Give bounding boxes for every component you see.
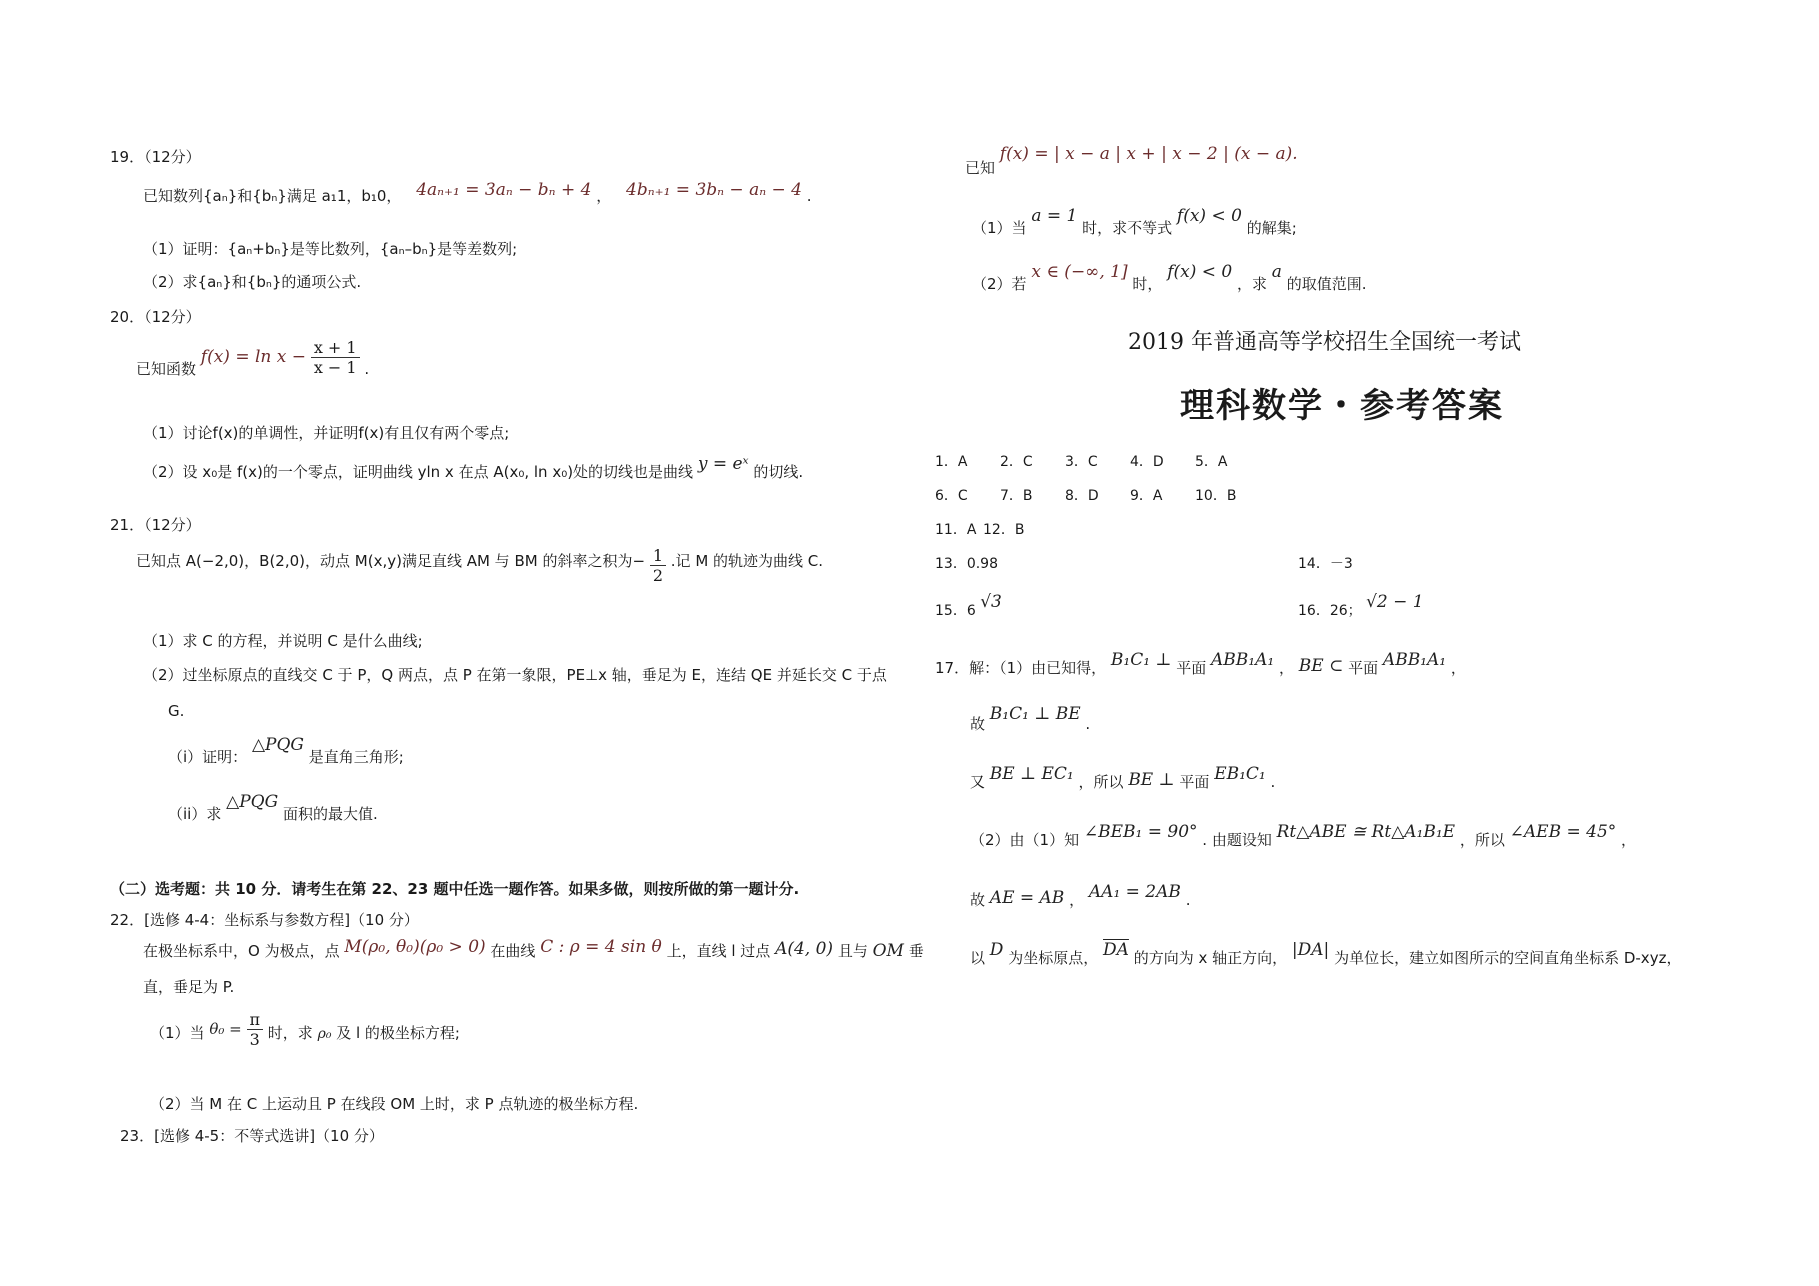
answer-5: 5．A bbox=[1195, 454, 1228, 470]
q19-heading: 19．（12分） bbox=[110, 148, 201, 166]
q19-part1: （1）证明：{aₙ+bₙ}是等比数列，{aₙ–bₙ}是等差数列; bbox=[143, 240, 518, 258]
sol17-l1-e: ， bbox=[1450, 659, 1466, 677]
q23-p1-f1: a = 1 bbox=[1031, 206, 1078, 226]
q23-known bbox=[965, 144, 1298, 177]
sol17-l1-f4: ABB₁A₁ bbox=[1382, 650, 1447, 670]
q22-l1-f2: C : ρ = 4 sin θ bbox=[540, 937, 662, 957]
sol17-l4-b: . 由题设知 bbox=[1202, 831, 1272, 849]
q22-l1-c: 上，直线 l 过点 bbox=[666, 942, 771, 960]
sol17-l3-f2: BE ⊥ bbox=[1128, 770, 1175, 790]
q21-sub-i-formula: △PQG bbox=[251, 735, 304, 755]
q19-part2: （2）求{aₙ}和{bₙ}的通项公式. bbox=[143, 273, 362, 291]
answer-title-line1: 2019 年普通高等学校招生全国统一考试 bbox=[1128, 330, 1521, 355]
q22-p1-post: 及 l 的极坐标方程; bbox=[336, 1024, 460, 1043]
sol17-l1-c: ， bbox=[1278, 659, 1294, 677]
sol17-l6-b: 为坐标原点， bbox=[1008, 949, 1099, 967]
sol17-l4-a: （2）由（1）知 bbox=[970, 831, 1080, 849]
q22-l1-e: 垂 bbox=[908, 942, 924, 960]
q23-known-formula: f(x) = | x − a | x + | x − 2 | (x − a). bbox=[999, 144, 1298, 164]
q23-part1 bbox=[972, 206, 1297, 237]
sol17-l6-f2: $\overline{DA}$ bbox=[1103, 940, 1129, 960]
q23-p2-f3: a bbox=[1271, 262, 1282, 282]
answer-16-formula: √2 − 1 bbox=[1366, 592, 1424, 612]
answer-11: 11．A bbox=[935, 522, 977, 538]
q23-p2-f2: f(x) < 0 bbox=[1167, 262, 1233, 282]
q22-p1-frac-den: 3 bbox=[249, 1030, 260, 1050]
q21-part2: （2）过坐标原点的直线交 C 于 P，Q 两点，点 P 在第一象限，PE⊥x 轴，垂足为 E，连结 QE 并延长交 C 于点 bbox=[143, 666, 887, 684]
answer-14: 14．－3 bbox=[1298, 556, 1353, 572]
answer-15-pre: 15．6 bbox=[935, 603, 976, 619]
sol17-l3-c: 平面 bbox=[1179, 773, 1210, 791]
q22-part2: （2）当 M 在 C 上运动且 P 在线段 OM 上时，求 P 点轨迹的极坐标方程. bbox=[150, 1095, 639, 1113]
sol17-l4-f3: ∠AEB = 45° bbox=[1509, 822, 1617, 842]
sol17-line3 bbox=[970, 764, 1276, 791]
sol17-l5-a: 故 bbox=[970, 891, 986, 909]
q22-p1-theta: θ₀ = bbox=[209, 1020, 242, 1039]
q21-frac-den: 2 bbox=[652, 566, 663, 586]
q23-p1-f2: f(x) < 0 bbox=[1176, 206, 1242, 226]
answer-1: 1．A bbox=[935, 454, 968, 470]
q20-stem-pre: 已知函数 bbox=[136, 360, 197, 379]
q20-part2-formula: y = eˣ bbox=[697, 454, 749, 474]
sol17-l6-f3: |DA| bbox=[1291, 940, 1330, 960]
q23-known-pre: 已知 bbox=[965, 159, 996, 177]
q22-p1-fraction bbox=[247, 1010, 264, 1049]
q23-heading: 23．[选修 4-5：不等式选讲]（10 分） bbox=[120, 1127, 384, 1145]
q20-fraction bbox=[311, 338, 360, 377]
q22-p1-mid: 时，求 bbox=[267, 1024, 313, 1043]
q22-p1-rho: ρ₀ bbox=[317, 1026, 332, 1043]
q19-formula-a: 4aₙ₊₁ = 3aₙ − bₙ + 4 bbox=[416, 180, 592, 200]
q20-f-lhs: f(x) = ln x − bbox=[200, 347, 307, 368]
sol17-l6-f1: D bbox=[989, 940, 1004, 960]
q23-p2-mid: 时， bbox=[1132, 275, 1163, 293]
answer-7: 7．B bbox=[1000, 488, 1033, 504]
q23-p1-post: 的解集; bbox=[1246, 219, 1297, 237]
sol17-line5 bbox=[970, 882, 1191, 909]
q21-sub-i-pre: （i）证明： bbox=[168, 748, 248, 766]
sol17-l5-b: ， bbox=[1069, 891, 1085, 909]
q22-p1-frac-num: π bbox=[247, 1010, 264, 1030]
q21-sub-ii-post: 面积的最大值. bbox=[282, 805, 378, 823]
sol17-line2 bbox=[970, 704, 1091, 733]
q20-stem bbox=[136, 338, 369, 377]
answer-16 bbox=[1298, 592, 1424, 619]
q23-p1-pre: （1）当 bbox=[972, 219, 1027, 237]
answer-3: 3．C bbox=[1065, 454, 1098, 470]
q21-heading: 21．（12分） bbox=[110, 516, 201, 534]
sol17-l1-f3: BE ⊂ bbox=[1298, 656, 1344, 676]
sol17-l4-f1: ∠BEB₁ = 90° bbox=[1083, 822, 1198, 842]
answer-9: 9．A bbox=[1130, 488, 1163, 504]
q19-end: . bbox=[806, 187, 812, 205]
sol17-l4-f2: Rt△ABE ≅ Rt△A₁B₁E bbox=[1276, 822, 1456, 842]
answers-row-1 bbox=[935, 454, 1260, 471]
q21-sub-i bbox=[168, 735, 404, 766]
answers-row-2 bbox=[935, 488, 1260, 505]
q19-stem-text: 已知数列{aₙ}和{bₙ}满足 a₁1，b₁0， bbox=[143, 187, 402, 205]
q20-part2-pre: （2）设 x₀是 f(x)的一个零点，证明曲线 yln x 在点 A(x₀, ln x₀)处的切线也是曲线 bbox=[143, 463, 694, 481]
q21-sub-ii bbox=[168, 792, 378, 823]
sol17-l6-c: 的方向为 x 轴正方向， bbox=[1133, 949, 1288, 967]
q20-frac-den: x − 1 bbox=[313, 358, 357, 378]
q21-frac-num: 1 bbox=[650, 546, 666, 566]
answer-15-formula: √3 bbox=[980, 592, 1002, 612]
q22-l1-a: 在极坐标系中，O 为极点，点 bbox=[143, 942, 340, 960]
sol17-l4-d: ， bbox=[1621, 831, 1637, 849]
q22-l1-b: 在曲线 bbox=[490, 942, 536, 960]
sol17-l3-f3: EB₁C₁ bbox=[1214, 764, 1266, 784]
q21-stem bbox=[136, 546, 823, 585]
q23-p2-pre: （2）若 bbox=[972, 275, 1027, 293]
q22-line2: 直，垂足为 P. bbox=[143, 978, 235, 996]
q23-p2-mid2: ，求 bbox=[1236, 275, 1267, 293]
sol17-l1-d: 平面 bbox=[1348, 659, 1379, 677]
q20-end: . bbox=[364, 360, 370, 379]
sol17-line4 bbox=[970, 822, 1637, 849]
answers-row-3 bbox=[935, 522, 1048, 539]
q21-part2-cont: G. bbox=[168, 702, 185, 720]
sol17-l4-c: ，所以 bbox=[1459, 831, 1505, 849]
q19-sep: ， bbox=[596, 187, 612, 205]
sol17-l6-a: 以 bbox=[970, 949, 986, 967]
answer-15 bbox=[935, 592, 1002, 619]
answer-title-line2: 理科数学・参考答案 bbox=[1180, 386, 1504, 426]
sol17-line1 bbox=[935, 650, 1466, 677]
sol17-l5-c: . bbox=[1185, 891, 1191, 909]
sol17-l6-d: 为单位长，建立如图所示的空间直角坐标系 D-xyz， bbox=[1334, 949, 1682, 967]
q20-heading: 20．（12分） bbox=[110, 308, 201, 326]
sol17-l2-b: . bbox=[1085, 715, 1091, 733]
q22-l1-f3: A(4, 0) bbox=[775, 939, 834, 959]
q21-part1: （1）求 C 的方程，并说明 C 是什么曲线; bbox=[143, 632, 423, 650]
q22-line1 bbox=[143, 937, 924, 961]
q19-formula-b: 4bₙ₊₁ = 3bₙ − aₙ − 4 bbox=[626, 180, 802, 200]
answer-4: 4．D bbox=[1130, 454, 1164, 470]
sol17-l5-f2: AA₁ = 2AB bbox=[1088, 882, 1181, 902]
sol17-l1-a: 17．解：（1）由已知得， bbox=[935, 659, 1107, 677]
q19-stem bbox=[143, 180, 812, 206]
q23-p1-mid: 时，求不等式 bbox=[1082, 219, 1173, 237]
q21-sub-i-post: 是直角三角形; bbox=[308, 748, 404, 766]
sol17-l5-f1: AE = AB bbox=[989, 888, 1065, 908]
section-2-heading: （二）选考题：共 10 分．请考生在第 22、23 题中任选一题作答。如果多做，则按所做的第一题计分. bbox=[110, 880, 800, 898]
sol17-l1-b: 平面 bbox=[1176, 659, 1207, 677]
q22-l1-f1: M(ρ₀, θ₀)(ρ₀ > 0) bbox=[344, 937, 486, 957]
q23-part2 bbox=[972, 262, 1367, 293]
sol17-l1-f1: B₁C₁ ⊥ bbox=[1110, 650, 1172, 670]
answer-13: 13．0.98 bbox=[935, 556, 998, 572]
answer-2: 2．C bbox=[1000, 454, 1033, 470]
q20-part2 bbox=[143, 454, 804, 482]
q23-p2-f1: x ∈ (−∞, 1] bbox=[1031, 262, 1128, 282]
q21-sub-ii-pre: （ii）求 bbox=[168, 805, 222, 823]
sol17-l3-b: ，所以 bbox=[1078, 773, 1124, 791]
q21-fraction bbox=[650, 546, 666, 585]
q20-part2-post: 的切线. bbox=[753, 463, 804, 481]
answer-16-pre: 16．26； bbox=[1298, 603, 1362, 619]
q23-p2-post: 的取值范围. bbox=[1286, 275, 1367, 293]
q21-sub-ii-formula: △PQG bbox=[226, 792, 279, 812]
answer-6: 6．C bbox=[935, 488, 968, 504]
answer-8: 8．D bbox=[1065, 488, 1099, 504]
sol17-l3-d: . bbox=[1270, 773, 1276, 791]
sol17-l2-a: 故 bbox=[970, 715, 986, 733]
q22-l1-f4: OM bbox=[872, 941, 904, 961]
sol17-l3-f1: BE ⊥ EC₁ bbox=[989, 764, 1074, 784]
q20-part1: （1）讨论f(x)的单调性，并证明f(x)有且仅有两个零点; bbox=[143, 424, 510, 442]
q20-frac-num: x + 1 bbox=[311, 338, 360, 358]
q22-part1 bbox=[150, 1010, 460, 1049]
q21-stem-post: .记 M 的轨迹为曲线 C. bbox=[670, 552, 824, 571]
q22-p1-pre: （1）当 bbox=[150, 1024, 205, 1043]
sol17-l3-a: 又 bbox=[970, 773, 986, 791]
sol17-l1-f2: ABB₁A₁ bbox=[1211, 650, 1275, 670]
q22-l1-d: 且与 bbox=[837, 942, 868, 960]
q22-heading: 22．[选修 4-4：坐标系与参数方程]（10 分） bbox=[110, 911, 419, 929]
answer-12: 12．B bbox=[983, 522, 1025, 538]
sol17-l2-f: B₁C₁ ⊥ BE bbox=[989, 704, 1081, 724]
sol17-line6 bbox=[970, 940, 1682, 967]
q21-stem-pre: 已知点 A(−2,0)，B(2,0)，动点 M(x,y)满足直线 AM 与 BM 的斜率之积为− bbox=[136, 552, 646, 571]
answer-10: 10．B bbox=[1195, 488, 1237, 504]
